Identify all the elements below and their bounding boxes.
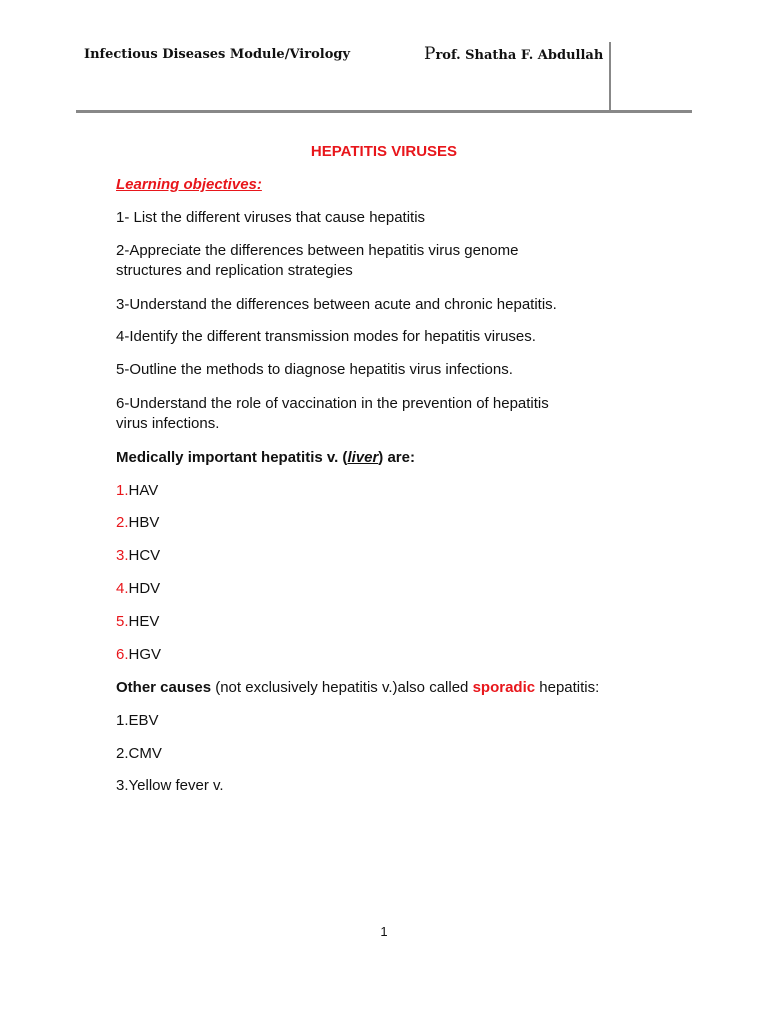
module-title: Infectious Diseases Module/Virology bbox=[84, 47, 351, 62]
objective-item: 1- List the different viruses that cause hepatitis bbox=[116, 209, 426, 226]
virus-item bbox=[116, 612, 159, 632]
virus-name: HAV bbox=[128, 482, 159, 499]
other-causes-middle: (not exclusively hepatitis v.)also called bbox=[211, 679, 473, 696]
other-cause-item: 3.Yellow fever v. bbox=[116, 777, 224, 794]
objective-item: 4-Identify the different transmission modes for hepatitis viruses. bbox=[116, 328, 536, 345]
virus-item bbox=[116, 579, 160, 599]
author-rest: rof. Shatha F. Abdullah bbox=[435, 48, 604, 63]
objective-item: 6-Understand the role of vaccination in the prevention of hepatitis bbox=[116, 395, 549, 412]
medical-suffix: ) are: bbox=[378, 449, 415, 466]
virus-name: HDV bbox=[128, 580, 161, 597]
other-cause-item: 2.CMV bbox=[116, 745, 162, 762]
objective-item: 2-Appreciate the differences between hepatitis virus genome bbox=[116, 242, 519, 259]
virus-item bbox=[116, 481, 158, 501]
liver-word: liver bbox=[347, 449, 379, 466]
sporadic-word: sporadic bbox=[472, 679, 536, 696]
author-initial: P bbox=[424, 44, 436, 64]
objective-item: structures and replication strategies bbox=[116, 262, 353, 279]
virus-item bbox=[116, 513, 159, 533]
objectives-heading: Learning objectives: bbox=[116, 176, 262, 193]
other-cause-item: 1.EBV bbox=[116, 712, 159, 729]
virus-number: 4. bbox=[116, 580, 129, 597]
objective-item: 5-Outline the methods to diagnose hepatitis virus infections. bbox=[116, 361, 513, 378]
virus-name: HCV bbox=[128, 547, 161, 564]
virus-number: 3. bbox=[116, 547, 129, 564]
other-causes-heading bbox=[116, 678, 599, 698]
other-causes-label: Other causes bbox=[116, 679, 212, 696]
document-title: HEPATITIS VIRUSES bbox=[310, 143, 458, 160]
virus-name: HGV bbox=[128, 646, 162, 663]
medical-heading bbox=[116, 448, 415, 468]
virus-number: 2. bbox=[116, 514, 129, 531]
objective-item: virus infections. bbox=[116, 415, 220, 432]
header-vertical-rule bbox=[609, 42, 611, 111]
author-name bbox=[424, 44, 603, 64]
page-number: 1 bbox=[380, 924, 388, 939]
virus-name: HBV bbox=[128, 514, 160, 531]
virus-number: 1. bbox=[116, 482, 129, 499]
virus-number: 5. bbox=[116, 613, 129, 630]
virus-item bbox=[116, 546, 160, 566]
header-horizontal-rule bbox=[76, 110, 692, 113]
virus-number: 6. bbox=[116, 646, 129, 663]
virus-item bbox=[116, 645, 161, 665]
objective-item: 3-Understand the differences between acute and chronic hepatitis. bbox=[116, 296, 557, 313]
virus-name: HEV bbox=[128, 613, 160, 630]
medical-prefix: Medically important hepatitis v. ( bbox=[116, 449, 348, 466]
other-causes-end: hepatitis: bbox=[535, 679, 600, 696]
